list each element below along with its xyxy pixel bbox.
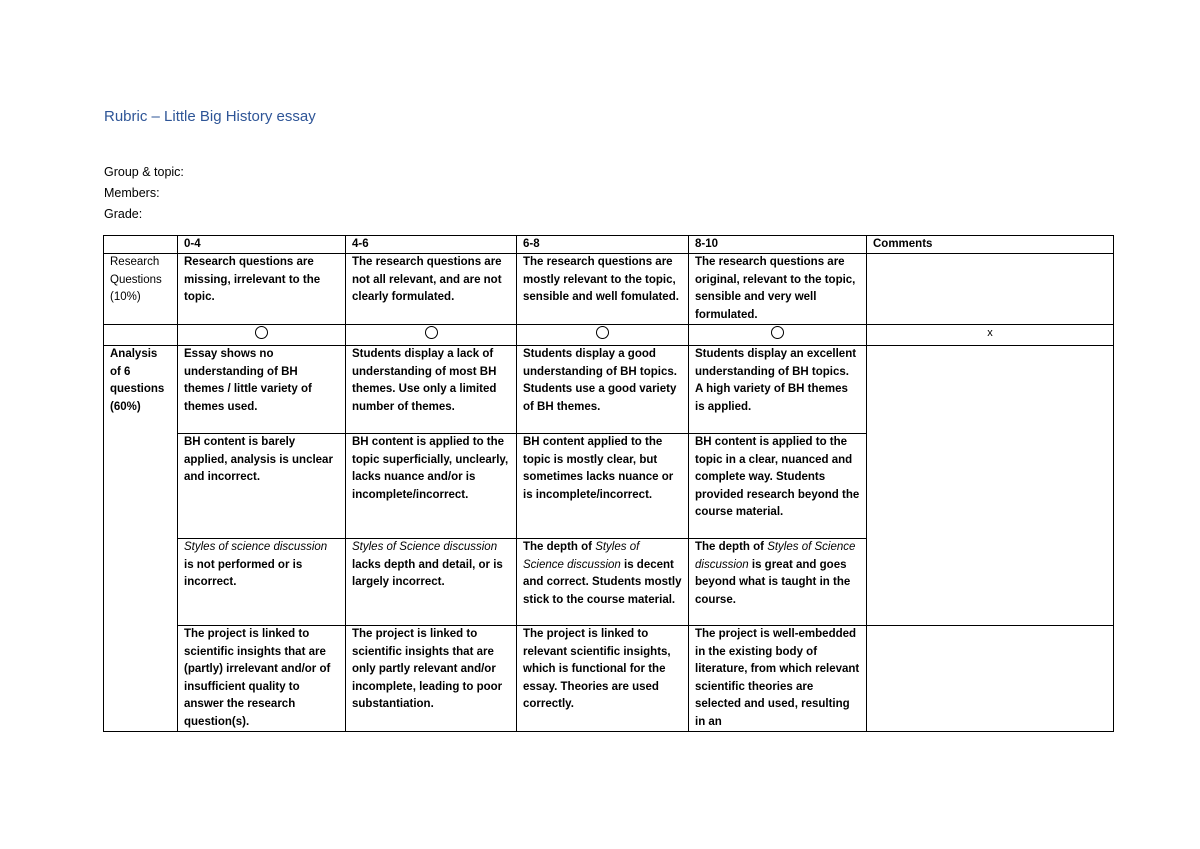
header-cell-0-4: 0-4 <box>178 236 346 254</box>
analysis-label: Analysis of 6 questions (60%) <box>104 346 178 732</box>
research-questions-label: Research Questions (10%) <box>104 254 178 325</box>
literature-row <box>104 626 1114 732</box>
header-cell-8-10: 8-10 <box>689 236 867 254</box>
score-marker: x <box>987 327 993 339</box>
grade-label: Grade: <box>104 207 143 221</box>
header-cell-comments: Comments <box>867 236 1114 254</box>
score-option-0-4[interactable] <box>178 325 346 346</box>
analysis-content-0-4: BH content is barely applied, analysis is unclear and incorrect. <box>178 434 346 539</box>
header-cell-empty <box>104 236 178 254</box>
score-option-8-10[interactable] <box>689 325 867 346</box>
score-option-6-8[interactable] <box>517 325 689 346</box>
literature-comment-cell[interactable] <box>867 626 1114 732</box>
analysis-themes-6-8: Students display a good understanding of BH topics. Students use a good variety of BH themes. <box>517 346 689 434</box>
radio-circle-icon[interactable] <box>771 326 784 339</box>
score-selection-row <box>104 325 1114 346</box>
research-cell-8-10: The research questions are original, relevant to the topic, sensible and very well formulated. <box>689 254 867 325</box>
radio-circle-icon[interactable] <box>596 326 609 339</box>
header-row <box>104 236 1114 254</box>
group-topic-label: Group & topic: <box>104 165 184 179</box>
analysis-styles-8-10: The depth of Styles of Science discussion is great and goes beyond what is taught in the course. <box>689 539 867 626</box>
research-cell-4-6: The research questions are not all relevant, and are not clearly formulated. <box>346 254 517 325</box>
members-label: Members: <box>104 186 160 200</box>
research-cell-6-8: The research questions are mostly relevant to the topic, sensible and well fomulated. <box>517 254 689 325</box>
analysis-content-6-8: BH content applied to the topic is mostly clear, but sometimes lacks nuance or is incomplete/incorrect. <box>517 434 689 539</box>
score-row-spacer <box>104 325 178 346</box>
radio-circle-icon[interactable] <box>255 326 268 339</box>
score-marker-cell <box>867 325 1114 346</box>
analysis-comment-cell[interactable] <box>867 346 1114 626</box>
analysis-styles-6-8: The depth of Styles of Science discussion is decent and correct. Students mostly stick to the course material. <box>517 539 689 626</box>
header-cell-6-8: 6-8 <box>517 236 689 254</box>
literature-4-6: The project is linked to scientific insights that are only partly relevant and/or incomplete, leading to poor substantiation. <box>346 626 517 732</box>
research-cell-0-4: Research questions are missing, irrelevant to the topic. <box>178 254 346 325</box>
analysis-themes-0-4: Essay shows no understanding of BH themes / little variety of themes used. <box>178 346 346 434</box>
analysis-themes-4-6: Students display a lack of understanding of most BH themes. Use only a limited number of themes. <box>346 346 517 434</box>
analysis-content-4-6: BH content is applied to the topic superficially, unclearly, lacks nuance and/or is incomplete/incorrect. <box>346 434 517 539</box>
analysis-row-themes <box>104 346 1114 434</box>
analysis-themes-8-10: Students display an excellent understanding of BH topics. A high variety of BH themes is applied. <box>689 346 867 434</box>
literature-6-8: The project is linked to relevant scientific insights, which is functional for the essay. Theories are used correctly. <box>517 626 689 732</box>
research-comment-cell[interactable] <box>867 254 1114 325</box>
radio-circle-icon[interactable] <box>425 326 438 339</box>
research-questions-row <box>104 254 1114 325</box>
analysis-styles-4-6: Styles of Science discussion lacks depth and detail, or is largely incorrect. <box>346 539 517 626</box>
analysis-content-8-10: BH content is applied to the topic in a clear, nuanced and complete way. Students provided research beyond the course material. <box>689 434 867 539</box>
page-title: Rubric – Little Big History essay <box>104 108 316 125</box>
literature-0-4: The project is linked to scientific insights that are (partly) irrelevant and/or of insufficient quality to answer the research question(s). <box>178 626 346 732</box>
analysis-styles-0-4: Styles of science discussion is not performed or is incorrect. <box>178 539 346 626</box>
literature-8-10: The project is well-embedded in the existing body of literature, from which relevant scientific theories are selected and used, resulting in an <box>689 626 867 732</box>
header-cell-4-6: 4-6 <box>346 236 517 254</box>
rubric-table <box>103 235 1114 732</box>
score-option-4-6[interactable] <box>346 325 517 346</box>
